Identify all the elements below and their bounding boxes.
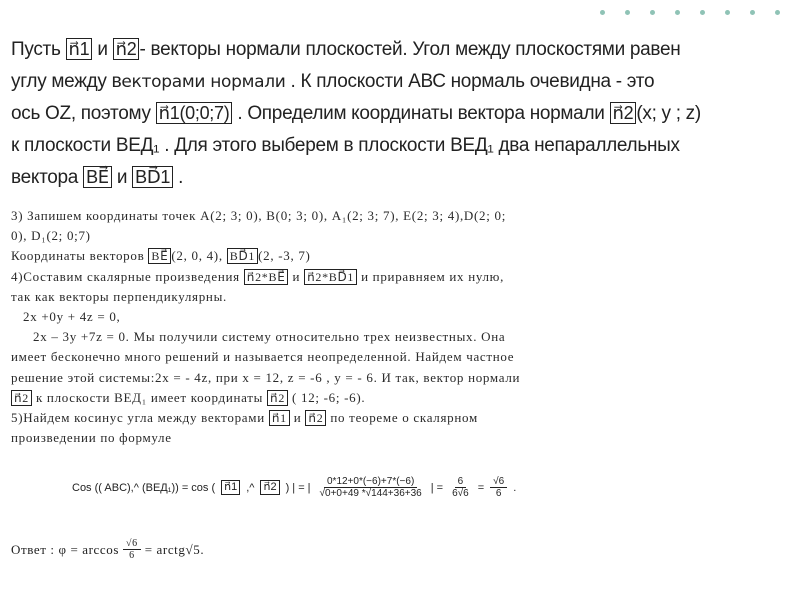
vector-n1-box: n⃗1 xyxy=(221,480,240,495)
p1-line4: к плоскости ВЕД₁ . Для этого выберем в плоскости ВЕД₁ два непараллельных xyxy=(11,135,680,156)
text: углу между в xyxy=(11,71,122,92)
vector-n2-box: n⃗2 xyxy=(11,390,32,406)
vector-bd1-box: BD⃗1 xyxy=(227,248,258,264)
fraction-result xyxy=(490,476,507,499)
fraction-denominator: √0+0+49 *√144+36+36 xyxy=(319,488,422,499)
text: (2, -3, 7) xyxy=(258,248,311,264)
step3-line2: 0), D₁(2; 0;7) xyxy=(11,228,91,244)
equation-1: 2x +0y + 4z = 0, xyxy=(23,309,121,325)
vector-n2-box: n⃗2 xyxy=(113,38,140,60)
text: . xyxy=(178,167,184,188)
text: вектора xyxy=(11,167,79,188)
text: (x; y ; z) xyxy=(636,103,701,124)
vector-n2-box: n⃗2 xyxy=(610,102,637,124)
step3-line1: 3) Запишем координаты точек А(2; 3; 0), В(0; 3; 0), А₁(2; 3; 7), Е(2; 3; 4),D(2; 0; xyxy=(11,208,507,223)
fraction-main xyxy=(317,476,425,499)
text: | = xyxy=(430,481,444,494)
text: . xyxy=(513,481,517,494)
fraction-denominator: 6√6 xyxy=(452,488,469,499)
vector-n1-box: n⃗1 xyxy=(66,38,93,60)
text: 4)Составим скалярные произведения xyxy=(11,268,240,284)
equation-2: 2x – 3y +7z = 0. Мы получили систему относительно трех неизвестных. Она xyxy=(33,329,506,345)
text: Пусть xyxy=(11,39,61,60)
text: (2, 0, 4), xyxy=(171,248,223,264)
text: . К плоскости АВС нормаль очевидна - это xyxy=(290,71,655,92)
p1-line3 xyxy=(11,98,791,130)
step5-line2: произведении по формуле xyxy=(11,430,172,446)
vector-n2-box: n⃗2 xyxy=(260,480,279,495)
text: и xyxy=(293,410,302,426)
answer-fraction xyxy=(123,538,141,561)
text: Cos (( ABC),^ (ВЕД₁)) = cos ( xyxy=(72,481,216,494)
fraction-numerator: 6 xyxy=(455,476,467,488)
step4-line4: решение этой системы:2x = - 4z, при x = 12, z = -6 , y = - 6. И так, вектор нормали xyxy=(11,369,521,385)
fraction-numerator: 0*12+0*(−6)+7*(−6) xyxy=(324,476,417,488)
fraction-numerator: √6 xyxy=(123,538,141,550)
fraction-simplified xyxy=(449,476,472,499)
vector-be-box: BE⃗ xyxy=(148,248,171,264)
text: - векторы нормали плоскостей. Угол между плоскостями равен xyxy=(139,39,681,60)
vector-n1-box: n⃗1 xyxy=(269,410,290,426)
text: Координаты векторов xyxy=(11,248,145,264)
top-decoration xyxy=(0,0,800,30)
answer-line xyxy=(11,538,204,561)
text: ось OZ, поэтому xyxy=(11,103,151,124)
text: Ответ : φ = arccos xyxy=(11,541,120,557)
text: по теореме о скалярном xyxy=(330,410,478,426)
vector-be-box: BE⃗ xyxy=(83,166,112,188)
text: и xyxy=(292,268,301,284)
text: к плоскости ВЕД₁ имеет координаты xyxy=(35,389,264,405)
text: ) | = | xyxy=(285,481,311,494)
vector-bd1-box: BD⃗1 xyxy=(132,166,173,188)
step5-line1 xyxy=(11,408,791,428)
fraction-denominator: 6 xyxy=(129,550,135,561)
solution-steps xyxy=(11,206,791,448)
text: и xyxy=(116,167,128,188)
text: = xyxy=(477,481,485,494)
step4-line5 xyxy=(11,388,791,408)
p1-line5 xyxy=(11,162,791,194)
vector-coords-line xyxy=(11,246,791,266)
text: 5)Найдем косинус угла между векторами xyxy=(11,410,265,426)
text: = arctg√5. xyxy=(144,541,205,557)
step4-line2: так как векторы перпендикулярны. xyxy=(11,288,227,304)
text: ,^ xyxy=(246,481,255,494)
step4-line3: имеет бесконечно много решений и называется неопределенной. Найдем частное xyxy=(11,349,515,365)
text: и xyxy=(97,39,108,60)
text: ( 12; -6; -6). xyxy=(292,389,366,405)
step4-line1 xyxy=(11,267,791,287)
cosine-formula xyxy=(72,476,516,499)
fraction-denominator: 6 xyxy=(495,488,502,499)
p1-line2 xyxy=(11,66,791,98)
text: и приравняем их нулю, xyxy=(361,268,505,284)
dot-product-box-1: n⃗2*BE⃗ xyxy=(244,269,289,285)
text: . Определим координаты вектора нормали xyxy=(237,103,605,124)
text: екторами нормали xyxy=(121,72,286,92)
vector-n2-box: n⃗2 xyxy=(305,410,326,426)
vector-n1-coords-box: n⃗1(0;0;7) xyxy=(156,102,233,124)
p1-line1 xyxy=(11,34,791,66)
vector-n2-box: n⃗2 xyxy=(267,390,288,406)
fraction-numerator: √6 xyxy=(490,476,507,488)
dot-product-box-2: n⃗2*BD⃗1 xyxy=(304,269,357,285)
intro-paragraph xyxy=(11,34,791,194)
